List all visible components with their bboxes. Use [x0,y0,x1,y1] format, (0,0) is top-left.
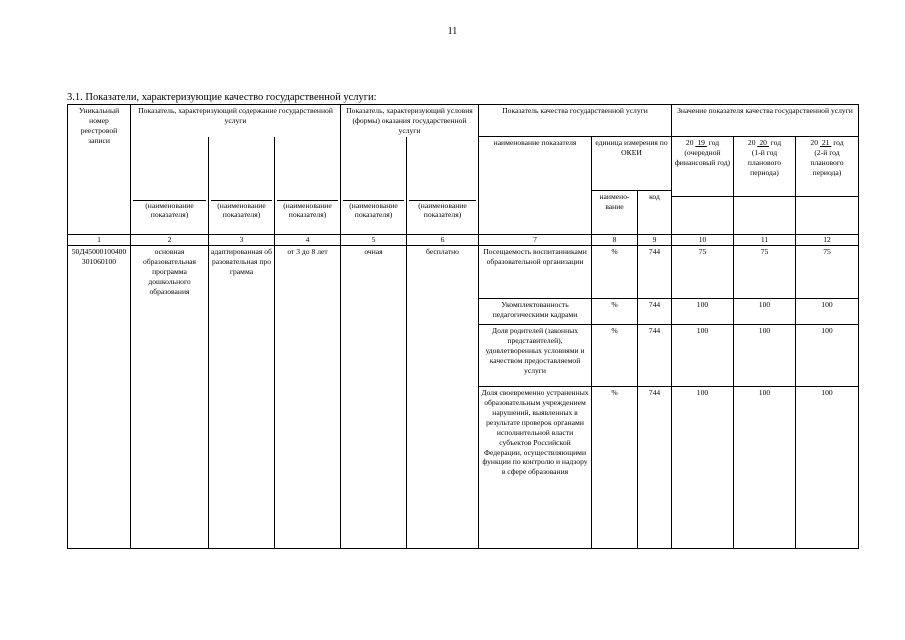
header-content-indicator: Показатель, характеризующий содержание государственной услуги [131,105,341,137]
column-number: 5 [341,235,407,246]
indicator-code: 744 [638,325,672,387]
indicator-value-2: 75 [734,246,796,299]
indicator-code: 744 [638,299,672,325]
header-unit-name: наимено-вание [592,191,638,235]
column-number: 7 [479,235,592,246]
page-number: 11 [447,26,458,37]
indicator-value-1: 75 [672,246,734,299]
header-placeholder-5: (наименование показателя) [341,197,407,235]
column-number: 6 [407,235,479,246]
column-number: 1 [68,235,131,246]
indicator-name: Доля родителей (законных представителей), удовлетворенных условиями и качеством предоставляемой услуги [479,325,592,387]
header-year-3: 20 21 год (2-й год планового периода) [796,137,859,197]
indicator-value-2: 100 [734,387,796,549]
indicator-value-3: 100 [796,387,859,549]
column-number: 4 [275,235,341,246]
indicator-name: Доля своевременно устраненных образовательным учреждением нарушений, выявленных в результате проверок органами исполнительной власти субъектов Российской Федерации, осуществляющими функции по контролю и надзору в сфере образования [479,387,592,549]
header-unit-code: код [638,191,672,235]
indicator-code: 744 [638,387,672,549]
indicator-value-3: 100 [796,299,859,325]
column-number: 9 [638,235,672,246]
indicator-unit: % [592,299,638,325]
indicator-value-3: 100 [796,325,859,387]
header-placeholder-6: (наименование показателя) [407,197,479,235]
indicator-unit: % [592,387,638,549]
header-unit-okei: единица измерения по ОКЕИ [592,137,672,191]
column-number: 8 [592,235,638,246]
header-year-1: 20 19 год (очередной финансовый год) [672,137,734,197]
header-indicator-name: наименование показателя [479,137,592,235]
header-conditions-indicator: Показатель, характеризующий условия (формы) оказания государственной услуги [341,105,479,137]
header-registry-number: Уникальный номер реестровой записи [68,105,131,235]
indicator-value-1: 100 [672,387,734,549]
column-number: 10 [672,235,734,246]
registry-number-cell: 50Д45000100400301060100 [68,246,131,549]
header-quality-indicator: Показатель качества государственной услуги [479,105,672,137]
indicator-value-2: 100 [734,325,796,387]
header-placeholder-4: (наименование показателя) [275,197,341,235]
column-number: 2 [131,235,209,246]
header-year-2: 20 20 год (1-й год планового периода) [734,137,796,197]
indicator-value-1: 100 [672,325,734,387]
column-number: 12 [796,235,859,246]
indicator-value-1: 100 [672,299,734,325]
age-cell: от 3 до 8 лет [275,246,341,549]
header-placeholder-3: (наименование показателя) [209,197,275,235]
indicator-value-3: 75 [796,246,859,299]
header-quality-value: Значение показателя качества государственной услуги [672,105,859,137]
payment-cell: бесплатно [407,246,479,549]
form-cell: очная [341,246,407,549]
indicator-name: Укомплектованность педагогическими кадрами [479,299,592,325]
section-title: 3.1. Показатели, характеризующие качество государственной услуги: [67,92,377,103]
quality-indicators-table [67,104,859,549]
column-number: 3 [209,235,275,246]
header-placeholder-2: (наименование показателя) [131,197,209,235]
column-number: 11 [734,235,796,246]
indicator-value-2: 100 [734,299,796,325]
table-row [68,246,859,299]
adapted-program-cell: адаптированная образовательная программа [209,246,275,549]
indicator-unit: % [592,325,638,387]
program-cell: основная образовательная программа дошкольного образования [131,246,209,549]
indicator-code: 744 [638,246,672,299]
indicator-name: Посещаемость воспитанниками образовательной организации [479,246,592,299]
indicator-unit: % [592,246,638,299]
